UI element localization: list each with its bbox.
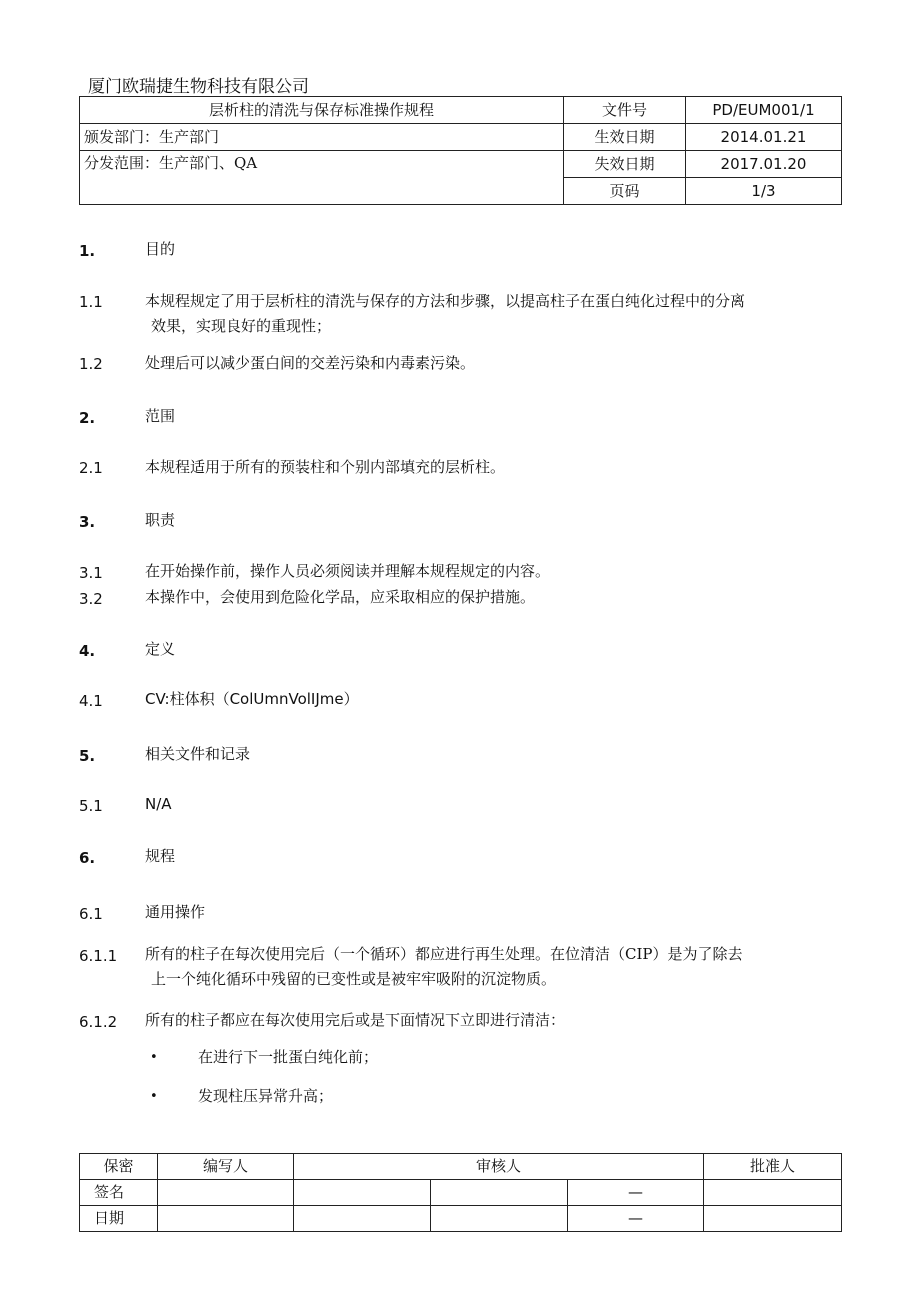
- section-2-1-text: 本规程适用于所有的预装柱和个别内部填充的层析柱。: [145, 458, 506, 476]
- section-6-1-title: 通用操作: [145, 903, 206, 921]
- distribution-scope: 分发范围：生产部门、QA: [80, 151, 564, 205]
- bullet-mark: •: [150, 1089, 158, 1104]
- bullet-item: 发现柱压异常升高；: [198, 1087, 334, 1105]
- reviewer-signature-dash: —: [568, 1180, 704, 1206]
- section-4-1-number: 4.1: [79, 692, 103, 710]
- page-value: 1/3: [686, 178, 842, 205]
- section-6-1-1-line-2: 上一个纯化循环中残留的已变性或是被牢牢吸附的沉淀物质。: [151, 970, 557, 988]
- company-name: 厦门欧瑞捷生物科技有限公司: [88, 77, 309, 97]
- section-6-number: 6.: [79, 849, 96, 867]
- doc-number-label: 文件号: [564, 97, 686, 124]
- section-6-1-2-number: 6.1.2: [79, 1013, 118, 1031]
- reviewer-signature-cell: [294, 1180, 431, 1206]
- page-label: 页码: [564, 178, 686, 205]
- section-5-1-number: 5.1: [79, 797, 103, 815]
- section-6-1-1-line-1: 所有的柱子在每次使用完后（一个循环）都应进行再生处理。在位清洁（CIP）是为了除去: [145, 945, 743, 963]
- approver-date-cell: [704, 1206, 842, 1232]
- section-1-1-line-1: 本规程规定了用于层析柱的清洗与保存的方法和步骤，以提高柱子在蛋白纯化过程中的分离: [145, 292, 746, 310]
- expiry-date-label: 失效日期: [564, 151, 686, 178]
- approval-table: [79, 1153, 842, 1232]
- section-2-title: 范围: [145, 407, 176, 425]
- expiry-date-value: 2017.01.20: [686, 151, 842, 178]
- section-4-1-text: CV:柱体积（ColUmnVolIJme）: [145, 690, 359, 708]
- approver-signature-cell: [704, 1180, 842, 1206]
- author-header: 编写人: [158, 1154, 294, 1180]
- section-2-number: 2.: [79, 409, 96, 427]
- section-1-2-text: 处理后可以减少蛋白间的交差污染和内毒素污染。: [145, 354, 476, 372]
- author-date-cell: [158, 1206, 294, 1232]
- section-3-1-text: 在开始操作前，操作人员必须阅读并理解本规程规定的内容。: [145, 562, 551, 580]
- section-1-1-line-2: 效果，实现良好的重现性；: [151, 317, 332, 335]
- section-6-title: 规程: [145, 847, 176, 865]
- date-label: 日期: [80, 1206, 158, 1232]
- section-5-number: 5.: [79, 747, 96, 765]
- section-3-title: 职责: [145, 511, 176, 529]
- section-3-2-text: 本操作中，会使用到危险化学品，应采取相应的保护措施。: [145, 588, 536, 606]
- section-6-1-2-text: 所有的柱子都应在每次使用完后或是下面情况下立即进行清洁：: [145, 1011, 566, 1029]
- reviewer-signature-cell: [431, 1180, 568, 1206]
- author-signature-cell: [158, 1180, 294, 1206]
- effective-date-label: 生效日期: [564, 124, 686, 151]
- confidential-label: 保密: [80, 1154, 158, 1180]
- section-3-2-number: 3.2: [79, 590, 103, 608]
- section-1-number: 1.: [79, 242, 96, 260]
- header-table: [79, 96, 842, 205]
- section-1-title: 目的: [145, 240, 176, 258]
- signature-label: 签名: [80, 1180, 158, 1206]
- section-3-number: 3.: [79, 513, 96, 531]
- reviewer-date-cell: [294, 1206, 431, 1232]
- bullet-item: 在进行下一批蛋白纯化前；: [198, 1048, 379, 1066]
- section-6-1-number: 6.1: [79, 905, 103, 923]
- section-6-1-1-text: [145, 942, 835, 992]
- section-6-1-1-number: 6.1.1: [79, 947, 118, 965]
- section-2-1-number: 2.1: [79, 459, 103, 477]
- approver-header: 批准人: [704, 1154, 842, 1180]
- effective-date-value: 2014.01.21: [686, 124, 842, 151]
- issue-department: 颁发部门：生产部门: [80, 124, 564, 151]
- section-4-title: 定义: [145, 640, 176, 658]
- bullet-mark: •: [150, 1050, 158, 1065]
- section-1-1-text: [145, 289, 835, 339]
- section-4-number: 4.: [79, 642, 96, 660]
- section-3-1-number: 3.1: [79, 564, 103, 582]
- reviewer-date-cell: [431, 1206, 568, 1232]
- document-title: 层析柱的清洗与保存标准操作规程: [80, 97, 564, 124]
- section-5-1-text: N/A: [145, 795, 172, 813]
- reviewer-header: 审核人: [294, 1154, 704, 1180]
- reviewer-date-dash: —: [568, 1206, 704, 1232]
- doc-number-value: PD/EUM001/1: [686, 97, 842, 124]
- section-5-title: 相关文件和记录: [145, 745, 251, 763]
- section-1-1-number: 1.1: [79, 293, 103, 311]
- section-1-2-number: 1.2: [79, 355, 103, 373]
